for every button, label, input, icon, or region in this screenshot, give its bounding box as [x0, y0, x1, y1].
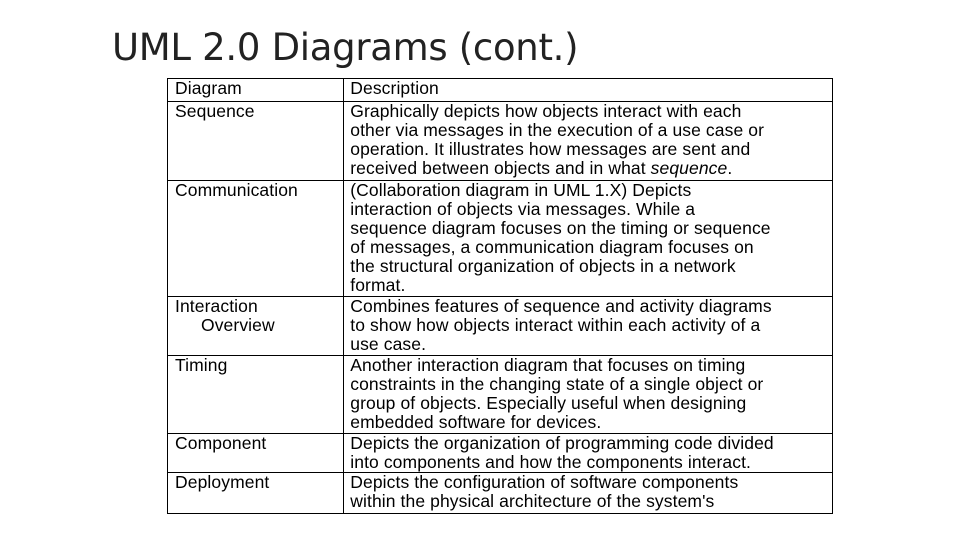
- description-line: into components and how the components interact.: [350, 452, 751, 472]
- table-row: [168, 473, 833, 514]
- description-line: within the physical architecture of the system's: [350, 491, 715, 511]
- description-tail: .: [727, 158, 733, 178]
- diagram-name: Sequence: [175, 101, 255, 121]
- description-line: embedded software for devices.: [350, 412, 602, 432]
- diagram-name: Deployment: [175, 472, 270, 492]
- header-description: [344, 79, 833, 102]
- diagram-name: Timing: [175, 355, 228, 375]
- description-line: format.: [350, 275, 406, 295]
- description-line: interaction of objects via messages. While a: [350, 199, 696, 219]
- diagram-name: Communication: [175, 180, 298, 200]
- description-line: constraints in the changing state of a single object or: [350, 374, 764, 394]
- diagram-name-cell: [168, 102, 344, 181]
- table-row: [168, 181, 833, 297]
- diagram-description-cell: [344, 356, 833, 434]
- table-row: [168, 297, 833, 356]
- description-text: received between objects and in what: [350, 158, 651, 178]
- description-line: the structural organization of objects in a network: [350, 256, 736, 276]
- description-emphasis: sequence: [650, 158, 728, 178]
- diagram-description-cell: [344, 434, 833, 473]
- description-line-last: [350, 159, 828, 178]
- diagram-name-cell: [168, 356, 344, 434]
- description-line: Depicts the configuration of software components: [350, 472, 739, 492]
- diagram-description-cell: [344, 102, 833, 181]
- description-line: sequence diagram focuses on the timing or sequence: [350, 218, 771, 238]
- diagram-description-cell: [344, 297, 833, 356]
- description-line: (Collaboration diagram in UML 1.X) Depicts: [350, 180, 692, 200]
- description-line: to show how objects interact within each activity of a: [350, 315, 761, 335]
- description-line: other via messages in the execution of a use case or: [350, 120, 765, 140]
- description-line: Combines features of sequence and activity diagrams: [350, 296, 772, 316]
- diagram-name-cell: [168, 181, 344, 297]
- diagram-name-continued: Overview: [201, 315, 275, 335]
- slide-title: UML 2.0 Diagrams (cont.): [112, 26, 579, 69]
- diagram-name: Interaction: [175, 296, 258, 316]
- header-diagram: [168, 79, 344, 102]
- description-line: group of objects. Especially useful when designing: [350, 393, 747, 413]
- header-description-label: Description: [350, 78, 439, 98]
- description-line: use case.: [350, 334, 427, 354]
- table-row: [168, 356, 833, 434]
- table-header-row: [168, 79, 833, 102]
- description-line: operation. It illustrates how messages are sent and: [350, 139, 751, 159]
- description-line: Graphically depicts how objects interact with each: [350, 101, 742, 121]
- diagram-name-cell: [168, 297, 344, 356]
- header-diagram-label: Diagram: [175, 78, 242, 98]
- diagram-name: Component: [175, 433, 267, 453]
- diagram-description-cell: [344, 181, 833, 297]
- table-row: [168, 102, 833, 181]
- description-line: of messages, a communication diagram focuses on: [350, 237, 754, 257]
- uml-diagram-table: [167, 78, 833, 514]
- table-row: [168, 434, 833, 473]
- diagram-description-cell: [344, 473, 833, 514]
- description-line: Another interaction diagram that focuses on timing: [350, 355, 746, 375]
- diagram-name-cell: [168, 434, 344, 473]
- diagram-name-cell: [168, 473, 344, 514]
- description-line: Depicts the organization of programming code divided: [350, 433, 774, 453]
